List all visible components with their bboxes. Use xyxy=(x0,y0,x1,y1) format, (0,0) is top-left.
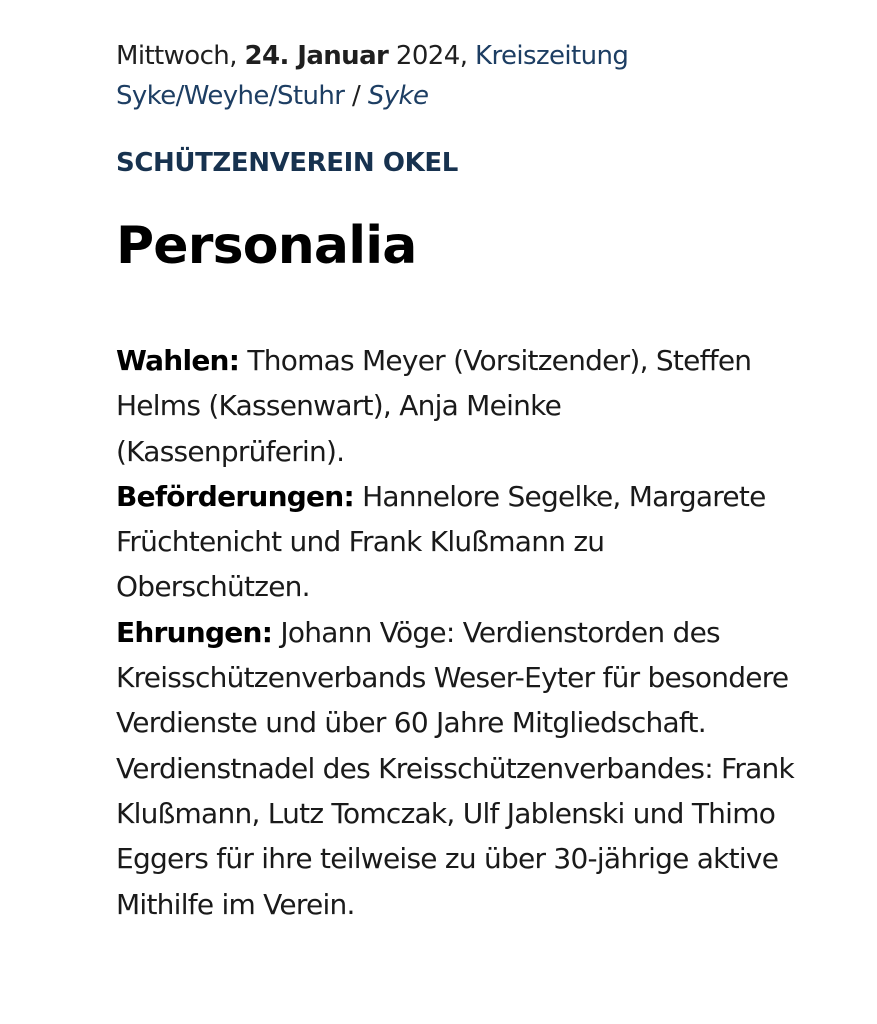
year: 2024, xyxy=(395,41,468,71)
publication-meta xyxy=(116,36,796,116)
article-kicker: SCHÜTZENVEREIN OKEL xyxy=(116,148,458,178)
article-headline: Personalia xyxy=(116,216,417,276)
section-text: Thomas Meyer (Vorsitzender), Steffen Helms (Kassenwart), Anja Meinke (Kassenprüferin). xyxy=(116,344,752,468)
section-label: Ehrungen: xyxy=(116,615,273,649)
date: 24. Januar xyxy=(244,41,389,71)
section-text: Johann Vöge: Verdienstorden des Kreisschützenverbands Weser-Eyter für besondere Verdienste und über 60 Jahre Mitgliedschaft. Verdienstnadel des Kreisschützenverbandes: Frank Klußmann, Lutz Tomczak, Ulf Jablenski und Thimo Eggers für ihre teilweise zu über 30-jährige aktive Mithilfe im Verein. xyxy=(116,615,794,921)
weekday: Mittwoch, xyxy=(116,41,237,71)
article-page xyxy=(116,36,796,927)
publication-region: Syke/Weyhe/Stuhr xyxy=(116,81,345,111)
meta-separator: / xyxy=(352,81,361,111)
section-befoerderungen xyxy=(116,474,796,610)
section-label: Wahlen: xyxy=(116,344,240,377)
edition-link[interactable]: Syke xyxy=(367,81,429,111)
section-wahlen xyxy=(116,338,796,474)
section-label: Beförderungen: xyxy=(116,479,354,513)
publication-name: Kreiszeitung xyxy=(475,41,629,71)
section-ehrungen xyxy=(116,610,796,927)
article-body xyxy=(116,338,796,927)
section-text: Hannelore Segelke, Margarete Früchtenicht und Frank Klußmann zu Oberschützen. xyxy=(116,479,766,604)
